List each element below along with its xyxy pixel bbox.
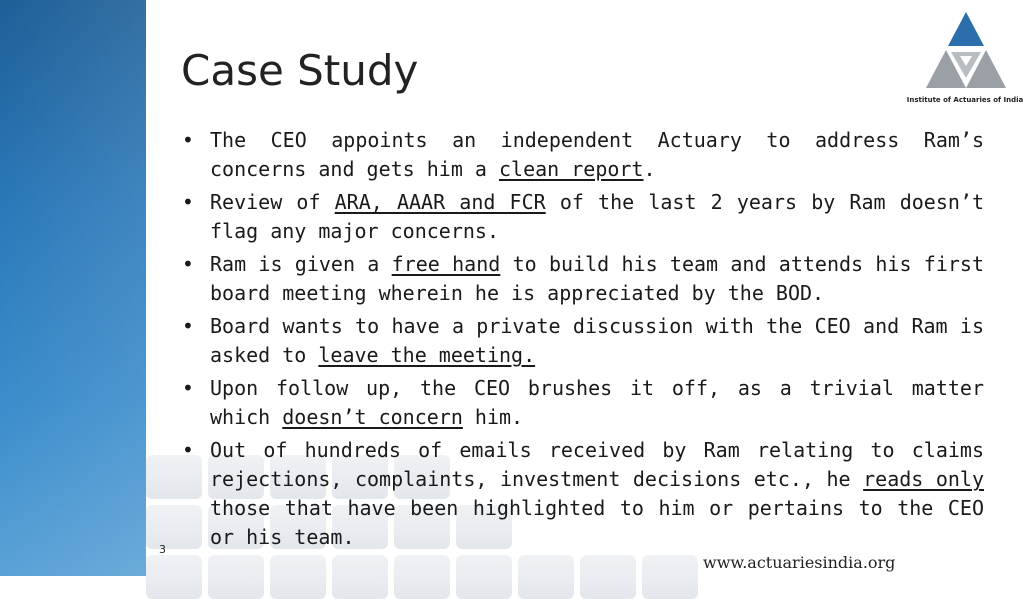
logo-apex-triangle	[948, 12, 984, 46]
bullet-item	[182, 188, 984, 246]
logo-caption: Institute of Actuaries of India	[906, 96, 1024, 104]
bullet-text: those that have been highlighted to him or pertains to the CEO or his team.	[210, 496, 984, 549]
bullet-text: .	[643, 157, 656, 181]
bullet-text: Upon follow up, the CEO brushes it off, as a trivial matter which	[210, 376, 984, 429]
left-decorative-band	[0, 0, 146, 576]
bullet-item	[182, 126, 984, 184]
bullet-text: Ram is given a	[210, 252, 392, 276]
bullet-text: of the last 2 years by Ram doesn’t flag any major concerns.	[210, 190, 984, 243]
bullet-dot-icon: •	[182, 190, 194, 214]
bullet-text: Out of hundreds of emails received by Ram relating to claims rejections, complaints, investment decisions etc., he	[210, 438, 984, 491]
bullet-item	[182, 250, 984, 308]
underlined-phrase: leave the meeting.	[318, 343, 536, 367]
footer-url[interactable]: www.actuariesindia.org	[703, 553, 896, 572]
underlined-phrase: ARA, AAAR and FCR	[334, 190, 546, 214]
underlined-phrase: reads only	[863, 467, 984, 491]
bullet-item	[182, 312, 984, 370]
underlined-phrase: free hand	[391, 252, 501, 276]
bullet-text: him.	[462, 405, 524, 429]
bullet-dot-icon: •	[182, 376, 194, 400]
institute-logo-icon	[916, 8, 1016, 108]
bullet-dot-icon: •	[182, 128, 194, 152]
bullet-text: Board wants to have a private discussion with the CEO and Ram is asked to	[210, 314, 984, 367]
page-number: 3	[159, 543, 166, 556]
underlined-phrase: doesn’t concern	[282, 405, 463, 429]
bullet-item	[182, 374, 984, 432]
bullet-text: to build his team and attends his first board meeting wherein he is appreciated by the BOD.	[210, 252, 985, 305]
bullet-dot-icon: •	[182, 438, 194, 462]
bullet-list	[182, 126, 984, 556]
slide-title: Case Study	[181, 46, 419, 95]
bullet-dot-icon: •	[182, 252, 194, 276]
underlined-phrase: clean report	[498, 157, 644, 181]
bullet-text: The CEO appoints an independent Actuary to address Ram’s concerns and gets him a	[210, 128, 984, 181]
bullet-text: Review of	[210, 190, 335, 214]
bullet-item	[182, 436, 984, 552]
bullet-dot-icon: •	[182, 314, 194, 338]
